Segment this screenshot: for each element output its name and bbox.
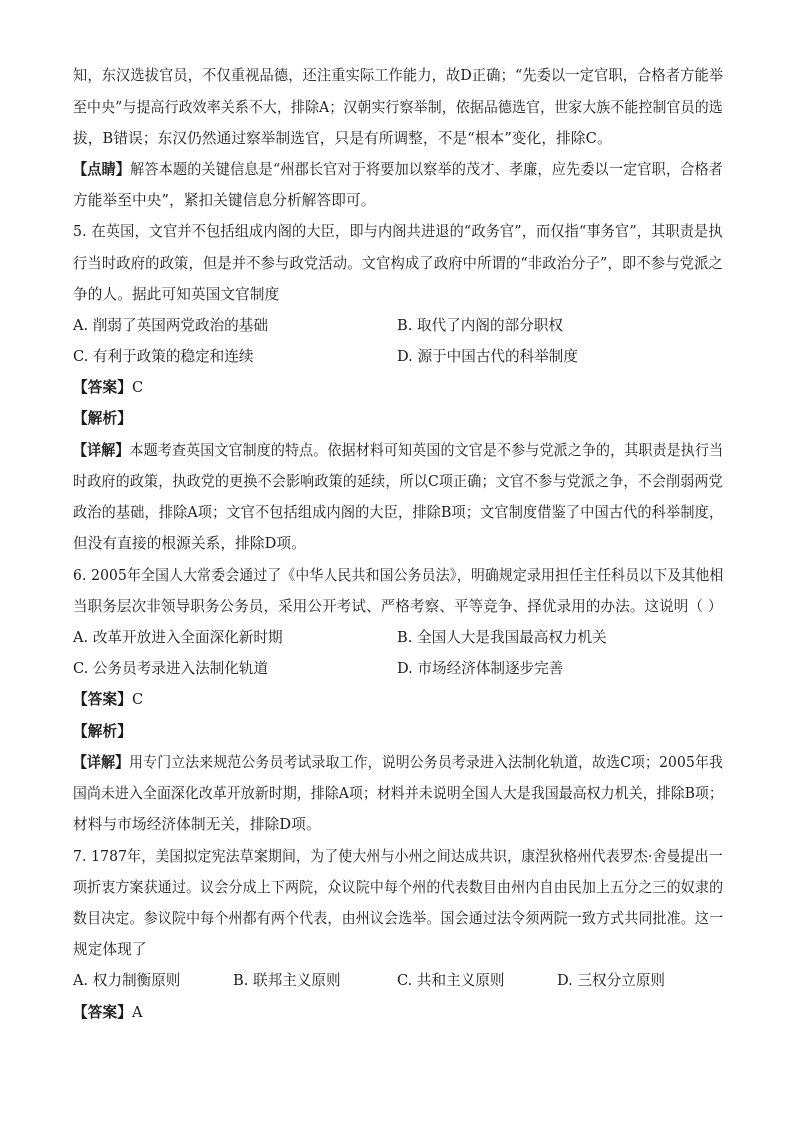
q6-stem-line-2: 当职务层次非领导职务公务员，采用公开考试、严格考察、平等竞争、择优录用的办法。这说明（ ）: [73, 598, 723, 615]
q4-point: [73, 160, 724, 180]
q5-answer: [73, 378, 723, 398]
q6-detail-line-3: 材料与市场经济体制无关，排除D项。: [73, 816, 321, 833]
q6-analysis-tag: 【解析】: [73, 723, 132, 740]
q7-stem-line-4: 规定体现了: [73, 941, 147, 958]
q7-answer: [73, 1003, 723, 1023]
q7-stem-line-3: 数目决定。参议院中每个州都有两个代表，由州议会选举。国会通过法令须两院一致方式共同批准。这一: [73, 910, 724, 927]
q6-detail-line-1: 用专门立法来规范公务员考试录取工作，说明公务员考录进入法制化轨道，故选C项；2005年我: [129, 754, 724, 771]
q7-option-d: D. 三权分立原则: [557, 972, 666, 989]
q5-stem-line-2: 行当时政府的政策，但是并不参与政党活动。文官构成了政府中所谓的“非政治分子”，即不参与党派之: [73, 255, 723, 272]
q5-answer-value: C: [131, 379, 144, 396]
q6-detail: [73, 753, 724, 773]
q4-point-text-2: 方能举至中央”，紧扣关键信息分析解答即可。: [73, 192, 376, 209]
q7-option-a: A. 权力制衡原则: [73, 972, 181, 989]
q7-answer-value: A: [131, 1004, 143, 1021]
q5-option-b: B. 取代了内阁的部分职权: [397, 317, 563, 334]
q6-option-d: D. 市场经济体制逐步完善: [397, 660, 564, 677]
q7-stem-line-2: 项折衷方案获通过。议会分成上下两院，众议院中每个州的代表数目由州内自由民加上五分之三的奴隶的: [73, 879, 724, 896]
q5-option-d: D. 源于中国古代的科举制度: [397, 348, 578, 365]
q5-analysis-tag: 【解析】: [73, 410, 132, 427]
q5-stem-line-1: 5. 在英国，文官并不包括组成内阁的大臣，即与内阁共进退的“政务官”，而仅指“事务官”，其职责是执: [73, 223, 723, 240]
detail-tag: 【详解】: [73, 754, 130, 771]
q4-analysis-line-2: 至中央”与提高行政效率关系不大，排除A；汉朝实行察举制，依据品德选官，世家大族不能控制官员的选: [73, 99, 723, 116]
q4-point-text-1: 解答本题的关键信息是“州郡长官对于将要加以察举的茂才、孝廉，应先委以一定官职，合格者: [130, 161, 724, 178]
point-tag: 【点睛】: [73, 161, 131, 178]
q6-option-c: C. 公务员考录进入法制化轨道: [73, 660, 269, 677]
q5-detail-line-1: 本题考查英国文官制度的特点。依据材料可知英国的文官是不参与党派之争的，其职责是执行当: [129, 442, 724, 459]
answer-tag: 【答案】: [73, 379, 132, 396]
q6-option-b: B. 全国人大是我国最高权力机关: [397, 629, 607, 646]
detail-tag: 【详解】: [73, 442, 130, 459]
q6-detail-line-2: 国尚未进入全面深化改革开放新时期，排除A项；材料并未说明全国人大是我国最高权力机关，排除B项；: [73, 785, 724, 802]
answer-tag: 【答案】: [73, 691, 132, 708]
q7-option-b: B. 联邦主义原则: [233, 972, 341, 989]
q5-option-a: A. 削弱了英国两党政治的基础: [73, 317, 268, 334]
q6-option-a: A. 改革开放进入全面深化新时期: [73, 629, 283, 646]
q4-analysis-line-1: 知，东汉选拔官员，不仅重视品德，还注重实际工作能力，故D正确；“先委以一定官职，合格者方能举: [73, 67, 724, 84]
q5-detail-line-3: 政治的基础，排除A项；文官不包括组成内阁的大臣，排除B项；文官制度借鉴了中国古代的科举制度，: [73, 504, 724, 521]
q6-answer-value: C: [131, 691, 144, 708]
q4-analysis-line-3: 拔，B错误；东汉仍然通过察举制选官，只是有所调整，不是“根本”变化，排除C。: [73, 130, 612, 147]
q5-stem-line-3: 争的人。据此可知英国文官制度: [73, 286, 280, 303]
answer-tag: 【答案】: [73, 1004, 132, 1021]
q7-stem-line-1: 7. 1787年，美国拟定宪法草案期间，为了使大州与小州之间达成共识，康涅狄格州代表罗杰·舍曼提出一: [73, 848, 723, 865]
q7-option-c: C. 共和主义原则: [397, 972, 505, 989]
q5-detail-line-2: 时政府的政策，执政党的更换不会影响政策的延续，所以C项正确；文官不参与党派之争，不会削弱两党: [73, 473, 723, 490]
q5-option-c: C. 有利于政策的稳定和连续: [73, 348, 254, 365]
q5-detail-line-4: 但没有直接的根源关系，排除D项。: [73, 535, 307, 552]
q6-answer: [73, 690, 723, 710]
q5-detail: [73, 441, 724, 461]
q6-stem-line-1: 6. 2005年全国人大常委会通过了《中华人民共和国公务员法》，明确规定录用担任主任科员以下及其他相: [73, 567, 724, 584]
